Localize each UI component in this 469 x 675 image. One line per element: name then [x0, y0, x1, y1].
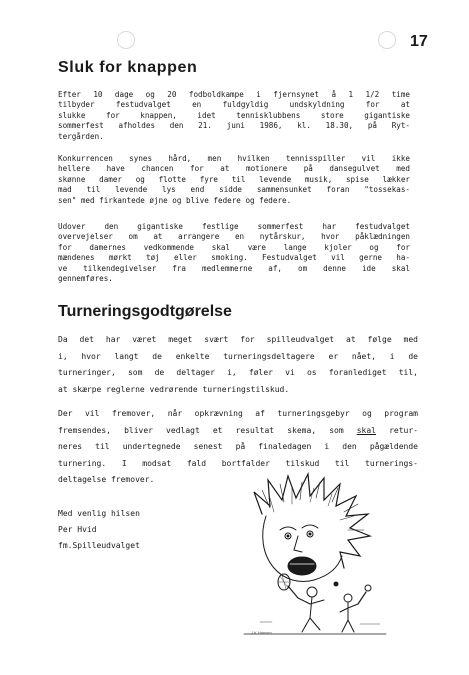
- text-line: sen" med firkantede øjne og blive federe og federe.: [58, 195, 292, 205]
- text-line: turneringer, som de deltager i, føler vi os foranlediget til,: [58, 368, 418, 377]
- text-line: sommerfest afholdes den 21. juni 1986, kl. 18.30, på Ryt-: [58, 121, 410, 131]
- page-number: 17: [410, 33, 428, 50]
- signature-line: fm.Spilleudvalget: [58, 540, 140, 550]
- paragraph-1: [58, 90, 410, 142]
- punch-hole: [117, 31, 135, 49]
- text-line: neres til undertegnede senest på finaledagen i den pågældende: [58, 442, 418, 451]
- text-line: mændenes mørkt tøj eller smoking. Festudvalget vil gerne ha-: [58, 253, 410, 263]
- signature-block: [58, 506, 140, 553]
- text-line: Efter 10 dage og 20 fodboldkampe i fjernsynet å 1 1/2 time: [58, 90, 410, 99]
- text-line: skønne damer og flotte fyre til levende musik, spise lækker: [58, 174, 410, 184]
- text-line: fremsendes, bliver vedlagt et resultat skema, som skal retur-: [58, 425, 418, 435]
- text-line: slukke for knappen, idet tennisklubbens store gigantiske: [58, 110, 410, 120]
- text-line: tilbyder festudvalget en fuldgyldig undskyldning for at: [58, 100, 410, 110]
- section-title-sluk: Sluk for knappen: [58, 59, 198, 76]
- text-line: i, hvor langt de enkelte turneringsdeltagere er nået, i de: [58, 351, 418, 361]
- text-line: hellere have chancen for at motionere på dansegulvet med: [58, 164, 410, 174]
- text-line: overvejelser om at arrangere en nytårskur, hvor påklædningen: [58, 232, 410, 242]
- text-line: tergården.: [58, 131, 104, 141]
- text-line: Konkurrencen synes hård, men hvilken tennisspiller vil ikke: [58, 154, 410, 163]
- text-line: gennemføres.: [58, 274, 113, 284]
- text-line: Der vil fremover, når opkrævning af turneringsgebyr og program: [58, 409, 418, 418]
- text-line: ve tilkendegivelser fra medlemmerne af, om denne ide skal: [58, 263, 410, 273]
- underlined-word: skal: [356, 425, 376, 435]
- artist-signature: J.K.Hansen: [251, 630, 272, 635]
- text-line: turnering. I modsat fald bortfalder tilskud til turnerings-: [58, 458, 418, 468]
- text-line: deltagelse fremover.: [58, 475, 155, 484]
- punch-hole: [378, 31, 396, 49]
- paragraph-4: [58, 332, 418, 398]
- text-line: for damernes vedkommende skal være lange kjoler og for: [58, 242, 410, 252]
- section-title-turnering: Turneringsgodtgørelse: [58, 303, 232, 320]
- paragraph-3: [58, 222, 410, 284]
- signature-line: Per Hvid: [58, 524, 97, 534]
- text-line: Udover den gigantiske festlige sommerfest har festudvalget: [58, 222, 410, 231]
- text-line: Da det har været meget svært for spilleudvalget at følge med: [58, 335, 418, 344]
- paragraph-2: [58, 154, 410, 206]
- text-line: at skærpe reglerne vedrørende turneringstilskud.: [58, 384, 290, 394]
- tennis-cartoon-illustration: [240, 472, 390, 642]
- text-line: mad til levende lys end sidde sammensunket foran "tossekas-: [58, 185, 410, 195]
- signature-line: Med venlig hilsen: [58, 509, 140, 518]
